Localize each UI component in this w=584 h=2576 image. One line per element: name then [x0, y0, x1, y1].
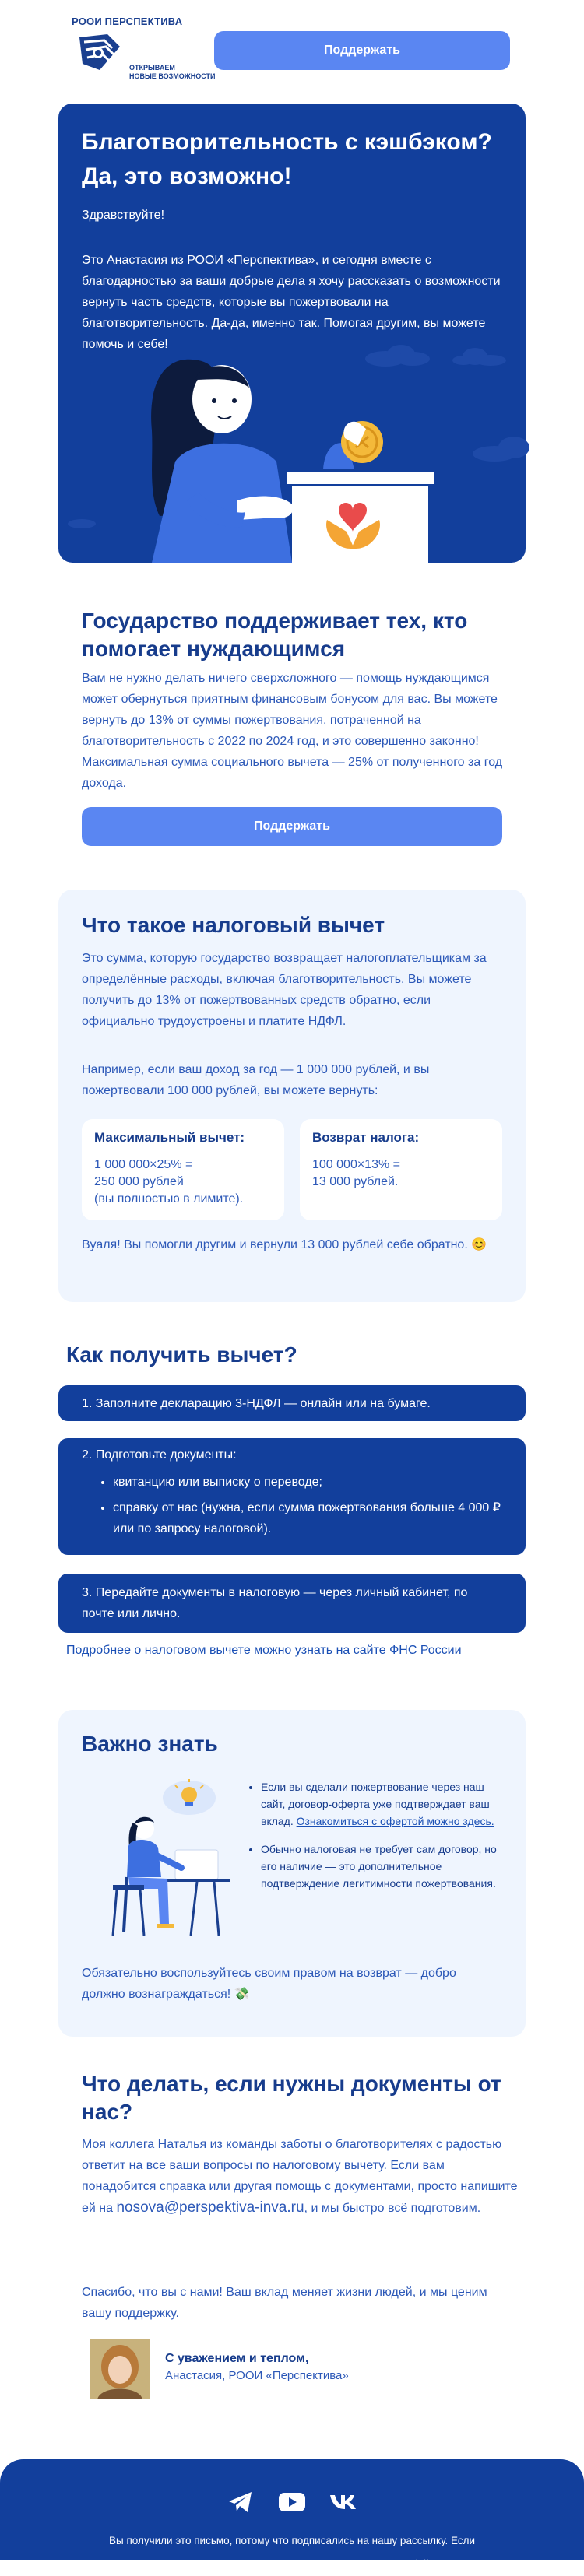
email-link[interactable]: nosova@perspektiva-inva.ru [116, 2199, 304, 2216]
state-support-button[interactable]: Поддержать [82, 807, 502, 846]
list-item: • Если вы сделали пожертвование через наш сайт, договор-оферта уже подтверждает ваш вклад. Ознакомиться с офертой можно здесь. [261, 1778, 502, 1830]
important-block [58, 1710, 526, 2037]
hero-body: Это Анастасия из РООИ «Перспектива», и сегодня вместе с благодарностью за ваши добрые дела я хочу рассказать о возможности вернуть часть средств, которые вы пожертвовали на благотворительность. Да-да, именно так. Помогая другим, вы можете помочь и себе! [82, 254, 501, 351]
working-person-illustration [82, 1776, 237, 1947]
tax-deduction-block [58, 890, 526, 1302]
signature-role: Анастасия, РООИ «Перспектива» [165, 2369, 349, 2382]
hero-illustration [58, 345, 526, 563]
documents-title: Что делать, если нужны документы от нас? [82, 2072, 501, 2124]
step-3-text: 3. Передайте документы в налоговую — через личный кабинет, по почте или лично. [82, 1586, 468, 1620]
tax-deduction-body: Это сумма, которую государство возвращает налогоплательщикам за определённые расходы, включая благотворительность. Вы можете получить до 13% от пожертвованных средств обратно, если официально трудоустроены и платите НДФЛ. [82, 952, 487, 1028]
vk-icon[interactable] [329, 2490, 358, 2514]
tax-deduction-title: Что такое налоговый вычет [82, 913, 385, 937]
list-item: • справку от нас (нужна, если сумма пожертвования больше 4 000 ₽ или по запросу налоговой). [113, 1497, 502, 1539]
step-1 [58, 1385, 526, 1421]
footer [0, 2459, 584, 2570]
header-support-button[interactable]: Поддержать [214, 31, 510, 70]
offer-link[interactable]: Ознакомиться с офертой можно здесь. [296, 1815, 494, 1827]
step-1-text: 1. Заполните декларацию 3-НДФЛ — онлайн или на бумаге. [82, 1396, 431, 1410]
important-list [245, 1778, 502, 1903]
list-item: • Обычно налоговая не требует сам договор, но его наличие — это дополнительное подтверждение легитимности пожертвования. [261, 1841, 502, 1892]
max-deduction-card [82, 1119, 284, 1220]
header [0, 0, 584, 93]
how-to-title: Как получить вычет? [66, 1342, 297, 1367]
logo-mark-icon [76, 30, 123, 76]
tax-deduction-footer: Вуаля! Вы помогли другим и вернули 13 000 рублей себе обратно. 😊 [82, 1238, 487, 1251]
tax-refund-card [300, 1119, 502, 1220]
max-deduction-title: Максимальный вычет: [94, 1130, 245, 1145]
step-2 [58, 1438, 526, 1555]
step-2-list [82, 1472, 502, 1539]
telegram-icon[interactable] [226, 2490, 255, 2514]
important-footer: Обязательно воспользуйтесь своим правом на возврат — добро должно вознаграждаться! 💸 [82, 1967, 456, 2001]
state-support-title: Государство поддерживает тех, кто помогает нуждающимся [82, 609, 468, 661]
hero-greeting: Здравствуйте! [82, 209, 165, 222]
avatar-photo [90, 2339, 150, 2399]
important-title: Важно знать [82, 1732, 218, 1756]
step-3 [58, 1574, 526, 1633]
documents-body: Моя коллега Наталья из команды заботы о благотворителях с радостью ответит на все ваши вопросы по налоговому вычету. Если вам понадобится справка или другая помощь с документами, просто напишите ей на nosova@perspektiva-inva.ru, и мы быстро всё подготовим. [82, 2138, 518, 2216]
youtube-icon[interactable] [277, 2490, 307, 2514]
tax-refund-text: 100 000×13% = 13 000 рублей. [312, 1158, 400, 1188]
max-deduction-text: 1 000 000×25% = 250 000 рублей (вы полностью в лимите). [94, 1158, 244, 1206]
state-support-body: Вам не нужно делать ничего сверхсложного — помощь нуждающимся может обернуться приятным финансовым бонусом для вас. Вы можете вернуть до 13% от суммы пожертвования, потраченной на благотворительность с 2022 по 2024 год, и это совершенно законно! Максимальная сумма социального вычета — 25% от полученного за год дохода. [82, 672, 503, 790]
fns-link[interactable]: Подробнее о налоговом вычете можно узнать на сайте ФНС России [66, 1644, 462, 1657]
hero-title: Благотворительность с кэшбэком? Да, это возможно! [82, 129, 492, 189]
logo[interactable] [72, 14, 216, 84]
documents-thanks: Спасибо, что вы с нами! Ваш вклад меняет жизни людей, и мы ценим вашу поддержку. [82, 2286, 487, 2320]
logo-tagline: ОТКРЫВАЕМ НОВЫЕ ВОЗМОЖНОСТИ [129, 64, 216, 80]
signature-name: С уважением и теплом, [165, 2352, 309, 2365]
avatar [90, 2339, 150, 2399]
logo-title: РООИ ПЕРСПЕКТИВА [72, 16, 183, 27]
step-2-text: 2. Подготовьте документы: [82, 1448, 237, 1462]
hero-block [58, 104, 526, 563]
social-links [0, 2490, 584, 2514]
tax-deduction-example: Например, если ваш доход за год — 1 000 000 рублей, и вы пожертвовали 100 000 рублей, вы можете вернуть: [82, 1063, 430, 1097]
tax-refund-title: Возврат налога: [312, 1130, 420, 1145]
footer-text: Вы получили это письмо, потому что подписались на нашу рассылку. Если вы передумали, ничего страшного! Вы можете отписаться в любой момент — [101, 2535, 483, 2570]
list-item: • квитанцию или выписку о переводе; [113, 1472, 502, 1493]
